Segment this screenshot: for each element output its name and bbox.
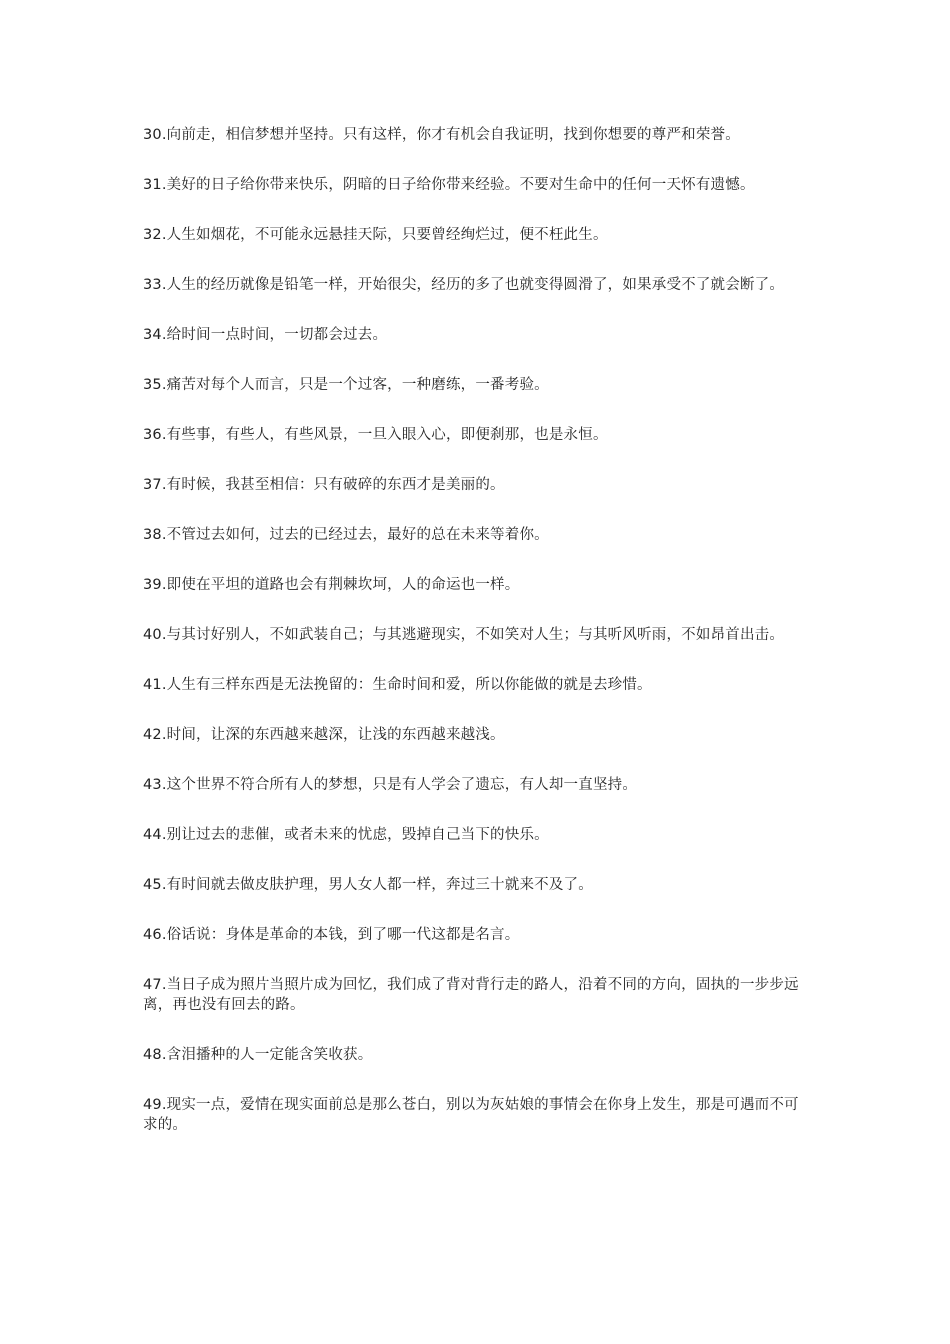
quote-item: 39.即使在平坦的道路也会有荆棘坎坷，人的命运也一样。 — [143, 577, 520, 593]
quote-item: 49.现实一点，爱情在现实面前总是那么苍白，别以为灰姑娘的事情会在你身上发生，那是可遇而不可求的。 — [143, 1097, 799, 1133]
quote-item: 47.当日子成为照片当照片成为回忆，我们成了背对背行走的路人，沿着不同的方向，固执的一步步远离，再也没有回去的路。 — [143, 977, 799, 1013]
quote-item: 42.时间，让深的东西越来越深，让浅的东西越来越浅。 — [143, 727, 505, 743]
quote-item: 38.不管过去如何，过去的已经过去，最好的总在未来等着你。 — [143, 527, 549, 543]
quote-list — [143, 125, 808, 1165]
quote-item: 31.美好的日子给你带来快乐，阴暗的日子给你带来经验。不要对生命中的任何一天怀有遗憾。 — [143, 177, 755, 193]
quote-item: 41.人生有三样东西是无法挽留的：生命时间和爱，所以你能做的就是去珍惜。 — [143, 677, 652, 693]
quote-item: 32.人生如烟花，不可能永远悬挂天际，只要曾经绚烂过，便不枉此生。 — [143, 227, 608, 243]
quote-item: 35.痛苦对每个人而言，只是一个过客，一种磨练，一番考验。 — [143, 377, 549, 393]
quote-item: 43.这个世界不符合所有人的梦想，只是有人学会了遗忘，有人却一直坚持。 — [143, 777, 638, 793]
quote-item: 33.人生的经历就像是铅笔一样，开始很尖，经历的多了也就变得圆滑了，如果承受不了就会断了。 — [143, 277, 785, 293]
quote-item: 40.与其讨好别人，不如武装自己；与其逃避现实，不如笑对人生；与其听风听雨，不如昂首出击。 — [143, 627, 785, 643]
quote-item: 44.别让过去的悲催，或者未来的忧虑，毁掉自己当下的快乐。 — [143, 827, 549, 843]
quote-item: 36.有些事，有些人，有些风景，一旦入眼入心，即便刹那，也是永恒。 — [143, 427, 608, 443]
quote-item: 46.俗话说：身体是革命的本钱，到了哪一代这都是名言。 — [143, 927, 520, 943]
quote-item: 48.含泪播种的人一定能含笑收获。 — [143, 1047, 373, 1063]
quote-item: 45.有时间就去做皮肤护理，男人女人都一样，奔过三十就来不及了。 — [143, 877, 593, 893]
quote-item: 37.有时候，我甚至相信：只有破碎的东西才是美丽的。 — [143, 477, 505, 493]
quote-item: 30.向前走，相信梦想并坚持。只有这样，你才有机会自我证明，找到你想要的尊严和荣誉。 — [143, 127, 740, 143]
quote-item: 34.给时间一点时间，一切都会过去。 — [143, 327, 388, 343]
